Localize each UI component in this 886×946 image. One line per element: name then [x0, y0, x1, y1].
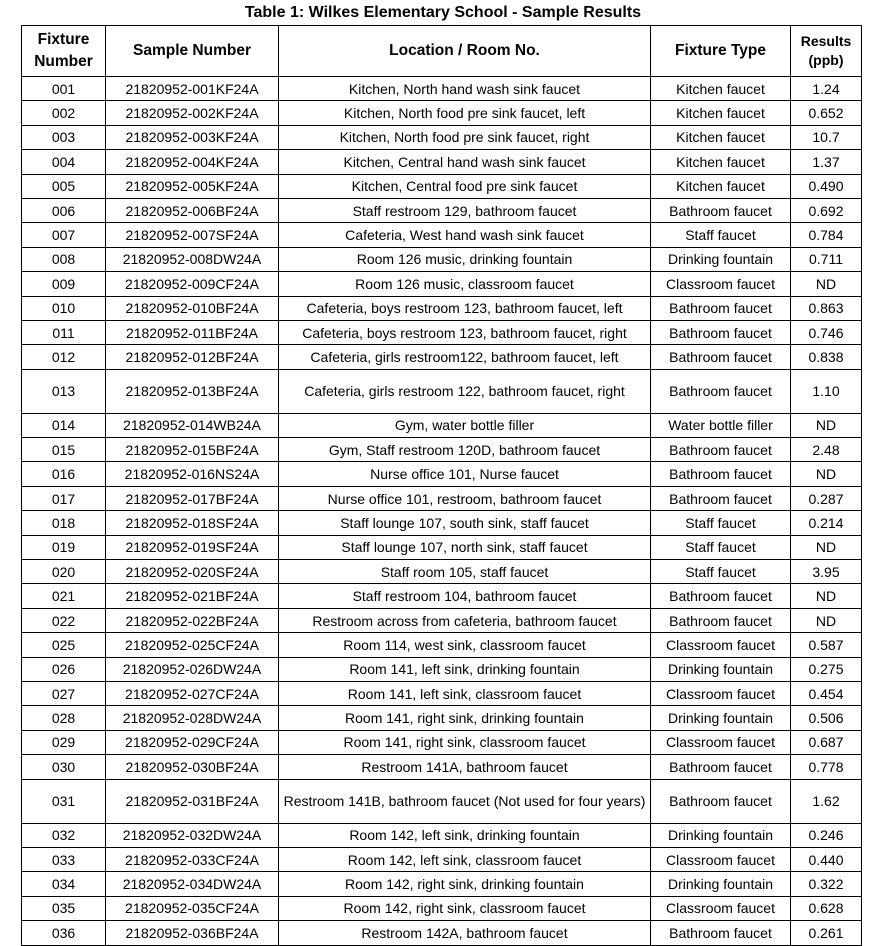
location-cell: Cafeteria, boys restroom 123, bathroom faucet, right — [279, 320, 651, 344]
result-cell: ND — [791, 413, 862, 437]
fixture-number-cell: 002 — [22, 101, 106, 125]
fixture-number-cell: 028 — [22, 706, 106, 730]
fixture-type-cell: Kitchen faucet — [651, 174, 791, 198]
table-row — [22, 413, 862, 437]
location-cell: Staff room 105, staff faucet — [279, 560, 651, 584]
fixture-type-cell: Staff faucet — [651, 511, 791, 535]
table-row — [22, 438, 862, 462]
fixture-type-cell: Kitchen faucet — [651, 125, 791, 149]
fixture-number-cell: 022 — [22, 608, 106, 632]
table-row — [22, 247, 862, 271]
result-cell: 0.275 — [791, 657, 862, 681]
location-cell: Room 142, right sink, classroom faucet — [279, 896, 651, 920]
fixture-number-cell: 033 — [22, 847, 106, 871]
fixture-type-cell: Drinking fountain — [651, 872, 791, 896]
location-cell: Cafeteria, boys restroom 123, bathroom faucet, left — [279, 296, 651, 320]
location-cell: Kitchen, Central food pre sink faucet — [279, 174, 651, 198]
fixture-type-cell: Bathroom faucet — [651, 755, 791, 779]
result-cell: 3.95 — [791, 560, 862, 584]
table-row — [22, 320, 862, 344]
location-cell: Restroom 142A, bathroom faucet — [279, 921, 651, 945]
sample-number-cell: 21820952-019SF24A — [106, 535, 279, 559]
result-cell: 0.440 — [791, 847, 862, 871]
location-cell: Cafeteria, girls restroom122, bathroom faucet, left — [279, 345, 651, 369]
sample-number-cell: 21820952-016NS24A — [106, 462, 279, 486]
fixture-number-cell: 010 — [22, 296, 106, 320]
result-cell: ND — [791, 584, 862, 608]
table-row — [22, 150, 862, 174]
fixture-number-cell: 013 — [22, 369, 106, 413]
fixture-type-cell: Staff faucet — [651, 223, 791, 247]
fixture-type-cell: Classroom faucet — [651, 633, 791, 657]
location-cell: Kitchen, North food pre sink faucet, left — [279, 101, 651, 125]
fixture-number-cell: 011 — [22, 320, 106, 344]
fixture-type-cell: Staff faucet — [651, 560, 791, 584]
table-row — [22, 511, 862, 535]
fixture-number-cell: 008 — [22, 247, 106, 271]
result-cell: 0.246 — [791, 823, 862, 847]
location-cell: Cafeteria, girls restroom 122, bathroom faucet, right — [279, 369, 651, 413]
fixture-type-cell: Staff faucet — [651, 535, 791, 559]
sample-number-cell: 21820952-004KF24A — [106, 150, 279, 174]
result-cell: 2.48 — [791, 438, 862, 462]
result-cell: 0.784 — [791, 223, 862, 247]
fixture-type-cell: Bathroom faucet — [651, 921, 791, 945]
fixture-type-cell: Drinking fountain — [651, 823, 791, 847]
result-cell: 0.746 — [791, 320, 862, 344]
fixture-number-cell: 015 — [22, 438, 106, 462]
sample-number-cell: 21820952-020SF24A — [106, 560, 279, 584]
table-row — [22, 706, 862, 730]
fixture-type-cell: Drinking fountain — [651, 247, 791, 271]
fixture-number-cell: 009 — [22, 272, 106, 296]
fixture-number-cell: 027 — [22, 681, 106, 705]
fixture-number-cell: 035 — [22, 896, 106, 920]
fixture-type-cell: Classroom faucet — [651, 896, 791, 920]
location-cell: Staff restroom 104, bathroom faucet — [279, 584, 651, 608]
result-cell: 0.778 — [791, 755, 862, 779]
sample-number-cell: 21820952-006BF24A — [106, 198, 279, 222]
fixture-number-cell: 003 — [22, 125, 106, 149]
result-cell: 1.24 — [791, 77, 862, 101]
result-cell: 1.10 — [791, 369, 862, 413]
sample-number-cell: 21820952-030BF24A — [106, 755, 279, 779]
fixture-type-cell: Classroom faucet — [651, 272, 791, 296]
fixture-type-cell: Bathroom faucet — [651, 486, 791, 510]
fixture-type-cell: Bathroom faucet — [651, 369, 791, 413]
table-row — [22, 657, 862, 681]
sample-number-cell: 21820952-033CF24A — [106, 847, 279, 871]
sample-number-cell: 21820952-028DW24A — [106, 706, 279, 730]
result-cell: 0.628 — [791, 896, 862, 920]
table-row — [22, 608, 862, 632]
result-cell: 0.687 — [791, 730, 862, 754]
sample-number-cell: 21820952-009CF24A — [106, 272, 279, 296]
result-cell: 0.454 — [791, 681, 862, 705]
location-cell: Staff lounge 107, south sink, staff faucet — [279, 511, 651, 535]
sample-number-cell: 21820952-002KF24A — [106, 101, 279, 125]
sample-number-cell: 21820952-017BF24A — [106, 486, 279, 510]
sample-number-cell: 21820952-032DW24A — [106, 823, 279, 847]
table-row — [22, 896, 862, 920]
sample-number-cell: 21820952-018SF24A — [106, 511, 279, 535]
location-cell: Kitchen, North hand wash sink faucet — [279, 77, 651, 101]
table-row — [22, 125, 862, 149]
location-cell: Kitchen, North food pre sink faucet, right — [279, 125, 651, 149]
sample-number-cell: 21820952-034DW24A — [106, 872, 279, 896]
location-cell: Room 126 music, drinking fountain — [279, 247, 651, 271]
fixture-number-cell: 006 — [22, 198, 106, 222]
table-row — [22, 345, 862, 369]
table-row — [22, 560, 862, 584]
location-cell: Restroom across from cafeteria, bathroom faucet — [279, 608, 651, 632]
location-cell: Cafeteria, West hand wash sink faucet — [279, 223, 651, 247]
table-row — [22, 369, 862, 413]
fixture-number-cell: 005 — [22, 174, 106, 198]
fixture-type-cell: Bathroom faucet — [651, 296, 791, 320]
fixture-number-cell: 007 — [22, 223, 106, 247]
fixture-number-cell: 004 — [22, 150, 106, 174]
header-location: Location / Room No. — [279, 26, 651, 77]
location-cell: Nurse office 101, Nurse faucet — [279, 462, 651, 486]
result-cell: 0.863 — [791, 296, 862, 320]
header-fixture-number: Fixture Number — [22, 26, 106, 77]
fixture-number-cell: 014 — [22, 413, 106, 437]
fixture-number-cell: 016 — [22, 462, 106, 486]
result-cell: ND — [791, 272, 862, 296]
fixture-number-cell: 018 — [22, 511, 106, 535]
fixture-type-cell: Classroom faucet — [651, 730, 791, 754]
table-row — [22, 486, 862, 510]
sample-number-cell: 21820952-022BF24A — [106, 608, 279, 632]
table-row — [22, 921, 862, 945]
sample-number-cell: 21820952-027CF24A — [106, 681, 279, 705]
location-cell: Room 142, left sink, classroom faucet — [279, 847, 651, 871]
fixture-number-cell: 032 — [22, 823, 106, 847]
sample-number-cell: 21820952-036BF24A — [106, 921, 279, 945]
location-cell: Restroom 141B, bathroom faucet (Not used for four years) — [279, 779, 651, 823]
table-row — [22, 101, 862, 125]
result-cell: 0.214 — [791, 511, 862, 535]
table-row — [22, 872, 862, 896]
location-cell: Room 141, right sink, drinking fountain — [279, 706, 651, 730]
result-cell: 0.261 — [791, 921, 862, 945]
sample-number-cell: 21820952-031BF24A — [106, 779, 279, 823]
sample-number-cell: 21820952-014WB24A — [106, 413, 279, 437]
result-cell: 0.506 — [791, 706, 862, 730]
table-caption: Table 1: Wilkes Elementary School - Sample Results — [244, 4, 642, 21]
location-cell: Room 141, left sink, drinking fountain — [279, 657, 651, 681]
header-results: Results (ppb) — [791, 26, 862, 77]
sample-number-cell: 21820952-010BF24A — [106, 296, 279, 320]
table-row — [22, 847, 862, 871]
location-cell: Staff lounge 107, north sink, staff faucet — [279, 535, 651, 559]
result-cell: 1.37 — [791, 150, 862, 174]
location-cell: Room 142, left sink, drinking fountain — [279, 823, 651, 847]
fixture-type-cell: Bathroom faucet — [651, 608, 791, 632]
result-cell: 10.7 — [791, 125, 862, 149]
fixture-number-cell: 019 — [22, 535, 106, 559]
result-cell: 0.838 — [791, 345, 862, 369]
result-cell: 0.490 — [791, 174, 862, 198]
fixture-number-cell: 001 — [22, 77, 106, 101]
sample-number-cell: 21820952-008DW24A — [106, 247, 279, 271]
sample-number-cell: 21820952-035CF24A — [106, 896, 279, 920]
sample-number-cell: 21820952-026DW24A — [106, 657, 279, 681]
table-row — [22, 198, 862, 222]
location-cell: Room 126 music, classroom faucet — [279, 272, 651, 296]
header-sample-number: Sample Number — [106, 26, 279, 77]
location-cell: Staff restroom 129, bathroom faucet — [279, 198, 651, 222]
table-row — [22, 755, 862, 779]
fixture-number-cell: 025 — [22, 633, 106, 657]
fixture-number-cell: 026 — [22, 657, 106, 681]
fixture-number-cell: 017 — [22, 486, 106, 510]
fixture-type-cell: Bathroom faucet — [651, 438, 791, 462]
sample-number-cell: 21820952-001KF24A — [106, 77, 279, 101]
result-cell: ND — [791, 535, 862, 559]
fixture-type-cell: Bathroom faucet — [651, 320, 791, 344]
results-table — [21, 25, 862, 946]
result-cell: 0.692 — [791, 198, 862, 222]
sample-number-cell: 21820952-011BF24A — [106, 320, 279, 344]
table-row — [22, 296, 862, 320]
fixture-type-cell: Drinking fountain — [651, 657, 791, 681]
location-cell: Gym, water bottle filler — [279, 413, 651, 437]
sample-number-cell: 21820952-012BF24A — [106, 345, 279, 369]
fixture-type-cell: Water bottle filler — [651, 413, 791, 437]
fixture-number-cell: 031 — [22, 779, 106, 823]
location-cell: Nurse office 101, restroom, bathroom faucet — [279, 486, 651, 510]
sample-number-cell: 21820952-003KF24A — [106, 125, 279, 149]
location-cell: Restroom 141A, bathroom faucet — [279, 755, 651, 779]
result-cell: 1.62 — [791, 779, 862, 823]
sample-number-cell: 21820952-029CF24A — [106, 730, 279, 754]
location-cell: Room 141, right sink, classroom faucet — [279, 730, 651, 754]
fixture-type-cell: Kitchen faucet — [651, 77, 791, 101]
header-fixture-type: Fixture Type — [651, 26, 791, 77]
fixture-type-cell: Bathroom faucet — [651, 198, 791, 222]
fixture-type-cell: Classroom faucet — [651, 847, 791, 871]
fixture-type-cell: Bathroom faucet — [651, 345, 791, 369]
fixture-type-cell: Bathroom faucet — [651, 462, 791, 486]
location-cell: Room 114, west sink, classroom faucet — [279, 633, 651, 657]
table-row — [22, 779, 862, 823]
location-cell: Room 141, left sink, classroom faucet — [279, 681, 651, 705]
result-cell: 0.587 — [791, 633, 862, 657]
table-row — [22, 584, 862, 608]
fixture-type-cell: Bathroom faucet — [651, 779, 791, 823]
fixture-number-cell: 036 — [22, 921, 106, 945]
fixture-type-cell: Drinking fountain — [651, 706, 791, 730]
fixture-type-cell: Kitchen faucet — [651, 150, 791, 174]
table-row — [22, 730, 862, 754]
fixture-number-cell: 030 — [22, 755, 106, 779]
sample-number-cell: 21820952-025CF24A — [106, 633, 279, 657]
fixture-number-cell: 012 — [22, 345, 106, 369]
header-row — [22, 26, 862, 77]
table-row — [22, 633, 862, 657]
fixture-number-cell: 029 — [22, 730, 106, 754]
sample-number-cell: 21820952-015BF24A — [106, 438, 279, 462]
sample-number-cell: 21820952-021BF24A — [106, 584, 279, 608]
location-cell: Gym, Staff restroom 120D, bathroom faucet — [279, 438, 651, 462]
location-cell: Kitchen, Central hand wash sink faucet — [279, 150, 651, 174]
fixture-number-cell: 020 — [22, 560, 106, 584]
fixture-type-cell: Bathroom faucet — [651, 584, 791, 608]
table-row — [22, 223, 862, 247]
sample-number-cell: 21820952-007SF24A — [106, 223, 279, 247]
fixture-number-cell: 034 — [22, 872, 106, 896]
table-row — [22, 823, 862, 847]
table-row — [22, 174, 862, 198]
result-cell: 0.711 — [791, 247, 862, 271]
fixture-type-cell: Kitchen faucet — [651, 101, 791, 125]
location-cell: Room 142, right sink, drinking fountain — [279, 872, 651, 896]
fixture-type-cell: Classroom faucet — [651, 681, 791, 705]
table-row — [22, 681, 862, 705]
result-cell: 0.322 — [791, 872, 862, 896]
sample-number-cell: 21820952-013BF24A — [106, 369, 279, 413]
result-cell: 0.287 — [791, 486, 862, 510]
result-cell: ND — [791, 462, 862, 486]
table-row — [22, 77, 862, 101]
table-row — [22, 535, 862, 559]
fixture-number-cell: 021 — [22, 584, 106, 608]
table-row — [22, 272, 862, 296]
table-row — [22, 462, 862, 486]
sample-number-cell: 21820952-005KF24A — [106, 174, 279, 198]
result-cell: 0.652 — [791, 101, 862, 125]
result-cell: ND — [791, 608, 862, 632]
